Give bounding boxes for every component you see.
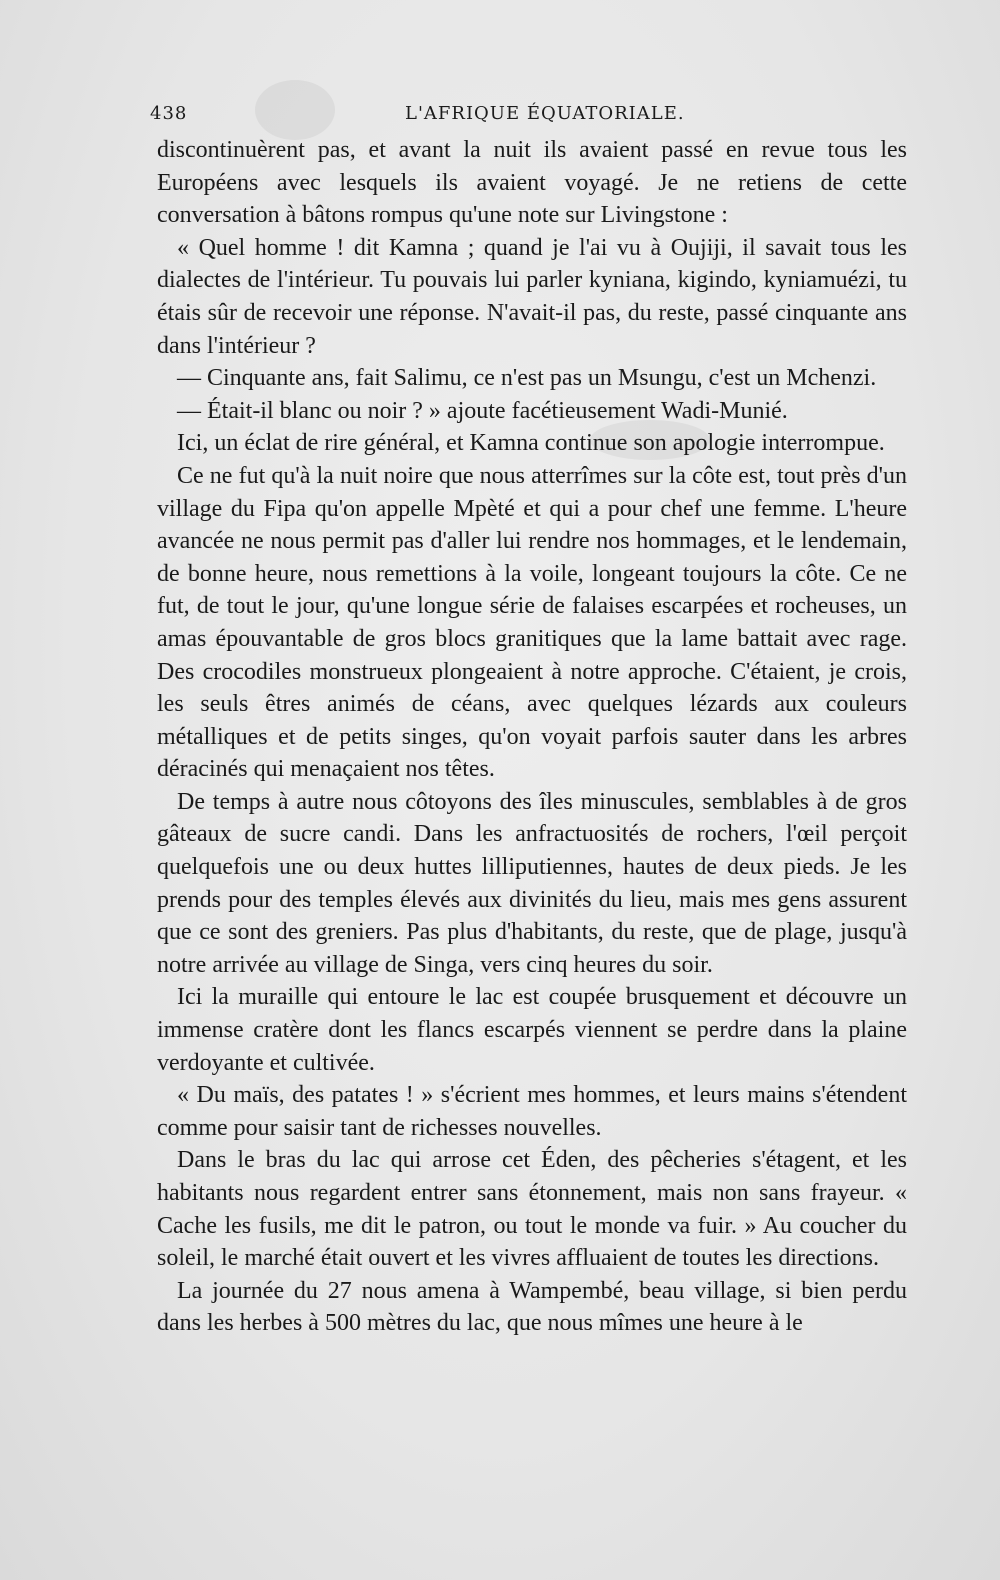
- paragraph: — Était-il blanc ou noir ? » ajoute facétieusement Wadi-Munié.: [177, 397, 788, 424]
- paragraph: Dans le bras du lac qui arrose cet Éden, des pêcheries s'étagent, et les habitants nous regardent entrer sans étonnement, mais non sans frayeur. « Cache les fusils, me dit le patron, ou tout le monde va fuir. » Au coucher du soleil, le marché était ouvert et les vivres affluaient de toutes les directions.: [157, 1147, 907, 1272]
- running-head: [150, 103, 910, 127]
- page-number: 438: [150, 103, 188, 124]
- paragraph: « Du maïs, des patates ! » s'écrient mes hommes, et leurs mains s'étendent comme pour saisir tant de richesses nouvelles.: [157, 1082, 907, 1141]
- paragraph: Ici, un éclat de rire général, et Kamna continue son apologie interrompue.: [177, 430, 885, 457]
- paragraph: « Quel homme ! dit Kamna ; quand je l'ai vu à Oujiji, il savait tous les dialectes de l'intérieur. Tu pouvais lui parler kyniana, kigindo, kyniamuézi, tu étais sûr de recevoir une réponse. N'avait-il pas, du reste, passé cinquante ans dans l'intérieur ?: [157, 234, 907, 359]
- paragraph: — Cinquante ans, fait Salimu, ce n'est pas un Msungu, c'est un Mchenzi.: [177, 365, 877, 392]
- paragraph: Ce ne fut qu'à la nuit noire que nous atterrîmes sur la côte est, tout près d'un village du Fipa qu'on appelle Mpèté et qui a pour chef une femme. L'heure avancée ne nous permit pas d'aller lui rendre nos hommages, et le lendemain, de bonne heure, nous remettions à la voile, longeant toujours la côte. Ce ne fut, de tout le jour, qu'une longue série de falaises escarpées et rocheuses, un amas épouvantable de gros blocs granitiques que la lame battait avec rage. Des crocodiles monstrueux plongeaient à notre approche. C'étaient, je crois, les seuls êtres animés de céans, avec quelques lézards aux couleurs métalliques et de petits singes, qu'on voyait parfois sauter dans les arbres déracinés qui menaçaient nos têtes.: [157, 462, 907, 783]
- paragraph: La journée du 27 nous amena à Wampembé, beau village, si bien perdu dans les herbes à 500 mètres du lac, que nous mîmes une heure à le: [157, 1277, 907, 1337]
- paragraph: De temps à autre nous côtoyons des îles minuscules, semblables à de gros gâteaux de sucre candi. Dans les anfractuosités de rochers, l'œil perçoit quelquefois une ou deux huttes lilliputiennes, hautes de deux pieds. Je les prends pour des temples élevés aux divinités du lieu, mais mes gens assurent que ce sont des greniers. Pas plus d'habitants, du reste, que de plage, jusqu'à notre arrivée au village de Singa, vers cinq heures du soir.: [157, 788, 907, 978]
- paragraph: Ici la muraille qui entoure le lac est coupée brusquement et découvre un immense cratère dont les flancs escarpés viennent se perdre dans la plaine verdoyante et cultivée.: [157, 984, 907, 1076]
- body-text: [157, 134, 907, 1340]
- paragraph: discontinuèrent pas, et avant la nuit ils avaient passé en revue tous les Européens avec lesquels ils avaient voyagé. Je ne retiens de cette conversation à bâtons rompus qu'une note sur Livingstone :: [157, 137, 907, 229]
- running-title: L'AFRIQUE ÉQUATORIALE.: [405, 103, 685, 124]
